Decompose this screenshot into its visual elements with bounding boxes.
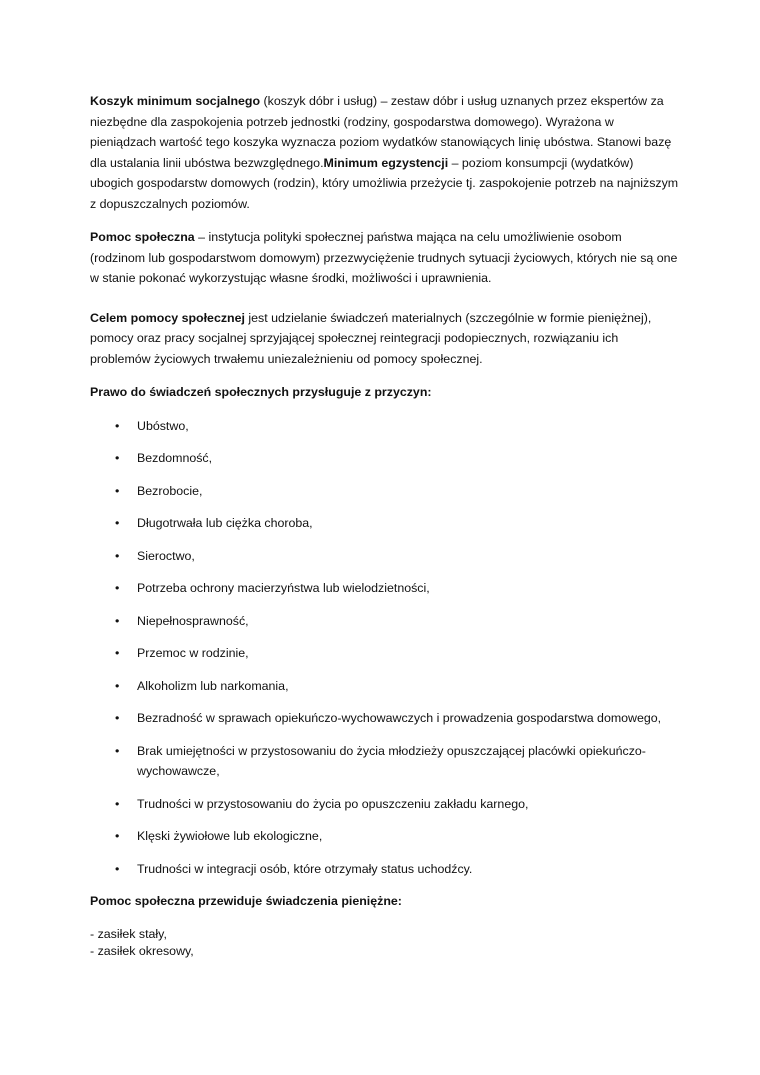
list-item — [90, 794, 680, 815]
term-koszyk-minimum: Koszyk minimum socjalnego — [90, 94, 261, 108]
benefit-line: - zasiłek stały, — [90, 926, 167, 941]
paragraph-pomoc-spoleczna — [90, 227, 680, 289]
list-item-text: Bezrobocie, — [137, 483, 203, 498]
bullet-icon: • — [115, 829, 120, 843]
list-item — [90, 513, 680, 534]
paragraph-koszyk-minimum — [90, 91, 680, 214]
definition-koszyk-minimum: (koszyk dóbr i usług) – zestaw dóbr i usług uznanych przez ekspertów za niezbędne dla zaspokojenia potrzeb jednostki (rodziny, gospodarstwa domowego). Wyrażona w pieniądzach wartość tego koszyka wyznacza poziom wydatków stanowiących linię ubóstwa. Stanowi bazę dla ustalania linii ubóstwa bezwzględnego. — [90, 94, 672, 170]
reasons-list — [90, 416, 680, 880]
list-item-text: Potrzeba ochrony macierzyństwa lub wielodzietności, — [137, 581, 430, 595]
bullet-icon: • — [115, 516, 120, 530]
list-item — [90, 741, 680, 782]
definition-minimum-egzystencji: – poziom konsumpcji (wydatków) ubogich gospodarstw domowych (rodzin), który umożliwia przeżycie tj. zaspokojenie potrzeb na najniższym z dopuszczalnych poziomów. — [90, 155, 679, 211]
heading-swiadczenia-pieniezne: Pomoc społeczna przewiduje świadczenia pieniężne: — [90, 894, 402, 908]
benefits-list — [90, 926, 680, 960]
bullet-icon: • — [115, 483, 120, 498]
list-item-text: Długotrwała lub ciężka choroba, — [137, 516, 313, 530]
list-item-text: Sieroctwo, — [137, 548, 195, 563]
list-item-text: Bezdomność, — [137, 451, 213, 465]
document-page — [90, 91, 680, 960]
term-pomoc-spoleczna: Pomoc społeczna — [90, 230, 195, 244]
list-item-text: Trudności w integracji osób, które otrzymały status uchodźcy. — [137, 861, 473, 876]
list-item — [90, 826, 680, 847]
bullet-icon: • — [115, 678, 120, 693]
bullet-icon: • — [115, 646, 120, 660]
bullet-icon: • — [115, 451, 120, 465]
list-item-text: Klęski żywiołowe lub ekologiczne, — [137, 829, 323, 843]
benefit-line: - zasiłek okresowy, — [90, 943, 194, 958]
list-item — [90, 481, 680, 502]
list-item — [90, 643, 680, 664]
list-item — [90, 859, 680, 880]
bullet-icon: • — [115, 548, 120, 563]
list-item-text: Brak umiejętności w przystosowaniu do życia młodzieży opuszczającej placówki opiekuńczo-wychowawcze, — [137, 743, 646, 778]
bullet-icon: • — [115, 743, 120, 758]
list-item-text: Bezradność w sprawach opiekuńczo-wychowawczych i prowadzenia gospodarstwa domowego, — [137, 711, 662, 725]
bullet-icon: • — [115, 581, 120, 595]
list-item-text: Alkoholizm lub narkomania, — [137, 678, 289, 693]
definition-cel-pomocy: jest udzielanie świadczeń materialnych (szczególnie w formie pieniężnej), pomocy oraz pracy socjalnej sprzyjającej społecznej reintegracji podopiecznych, rozwiązaniu ich problemów życiowych trwałemu uniezależnieniu od pomocy społecznej. — [90, 310, 652, 366]
list-item — [90, 676, 680, 697]
list-item-text: Przemoc w rodzinie, — [137, 646, 249, 660]
bullet-icon: • — [115, 613, 120, 628]
bullet-icon: • — [115, 418, 120, 433]
list-item — [90, 448, 680, 469]
heading-prawo-do-swiadczen: Prawo do świadczeń społecznych przysługuje z przyczyn: — [90, 385, 432, 399]
list-item-text: Trudności w przystosowaniu do życia po opuszczeniu zakładu karnego, — [137, 796, 529, 811]
definition-pomoc-spoleczna: – instytucja polityki społecznej państwa mająca na celu umożliwienie osobom (rodzinom lub gospodarstwom domowym) przezwyciężenie trudnych sytuacji życiowych, których nie są one w stanie pokonać wykorzystując własne środki, możliwości i uprawnienia. — [90, 230, 678, 285]
list-item — [90, 416, 680, 437]
list-item — [90, 546, 680, 567]
list-item-text: Niepełnosprawność, — [137, 613, 249, 628]
list-item-text: Ubóstwo, — [137, 418, 189, 433]
list-item — [90, 708, 680, 729]
bullet-icon: • — [115, 796, 120, 811]
list-item — [90, 578, 680, 599]
paragraph-cel-pomocy — [90, 308, 680, 370]
list-item — [90, 611, 680, 632]
term-minimum-egzystencji: Minimum egzystencji — [323, 155, 449, 170]
bullet-icon: • — [115, 861, 120, 876]
bullet-icon: • — [115, 711, 120, 725]
term-cel-pomocy: Celem pomocy społecznej — [90, 310, 245, 325]
